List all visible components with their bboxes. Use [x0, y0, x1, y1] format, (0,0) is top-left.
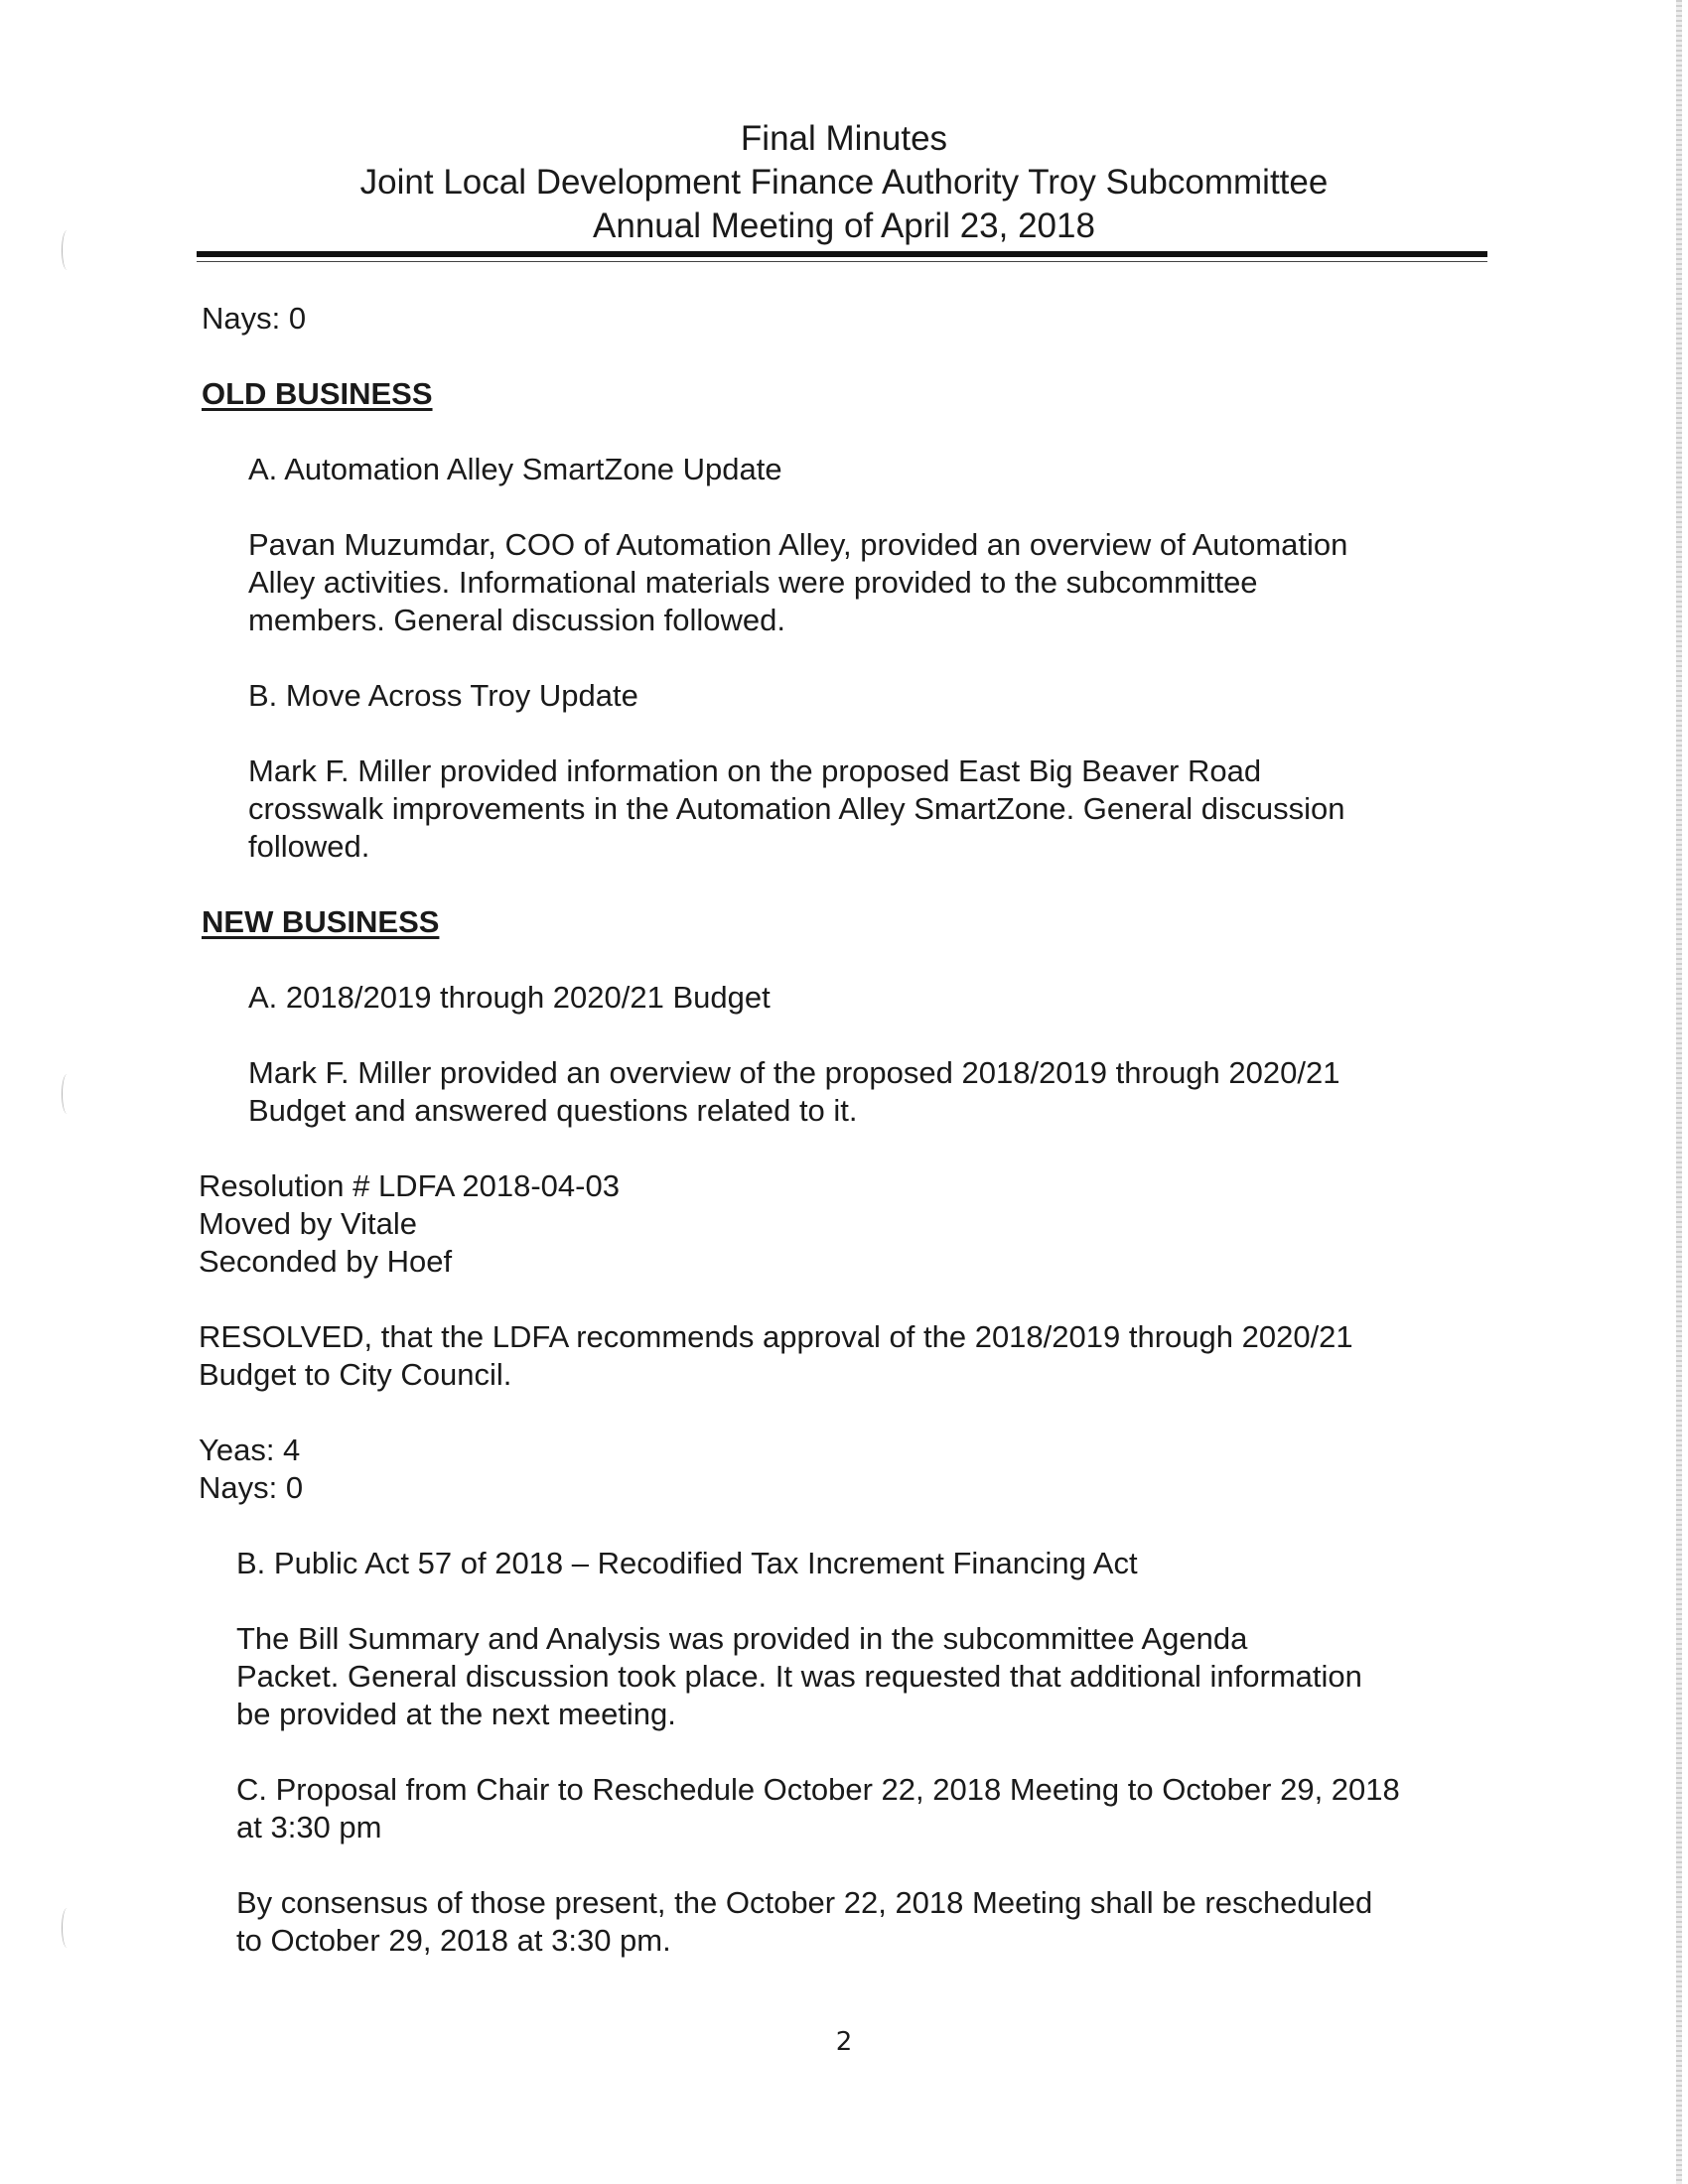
old-item-a-line: Alley activities. Informational materials were provided to the subcommittee [248, 565, 1258, 600]
new-item-c-title: C. Proposal from Chair to Reschedule October 22, 2018 Meeting to October 29, 2018 [236, 1772, 1400, 1807]
old-item-b-line: Mark F. Miller provided information on the proposed East Big Beaver Road [248, 753, 1262, 788]
old-item-b-title: B. Move Across Troy Update [248, 678, 638, 713]
old-item-a-line: Pavan Muzumdar, COO of Automation Alley, provided an overview of Automation [248, 527, 1348, 562]
top-nays: Nays: 0 [202, 301, 307, 336]
page-number: 2 [835, 2027, 853, 2057]
new-item-c-line: By consensus of those present, the October 22, 2018 Meeting shall be rescheduled [236, 1885, 1373, 1920]
document-title: Final Minutes [740, 119, 948, 158]
resolution-text: Budget to City Council. [199, 1357, 512, 1392]
new-item-a-title: A. 2018/2019 through 2020/21 Budget [248, 980, 771, 1015]
meeting-date: Annual Meeting of April 23, 2018 [593, 206, 1095, 245]
new-item-a-line: Mark F. Miller provided an overview of the proposed 2018/2019 through 2020/21 [248, 1055, 1340, 1090]
document-header [0, 117, 1688, 248]
new-item-b-line: The Bill Summary and Analysis was provided in the subcommittee Agenda [236, 1621, 1248, 1656]
old-business-heading: OLD BUSINESS [202, 376, 433, 411]
resolution-seconded: Seconded by Hoef [199, 1244, 453, 1279]
resolution-yeas: Yeas: 4 [199, 1433, 301, 1467]
resolution-text: RESOLVED, that the LDFA recommends approval of the 2018/2019 through 2020/21 [199, 1319, 1353, 1354]
new-item-c-line: to October 29, 2018 at 3:30 pm. [236, 1923, 671, 1958]
new-item-c-title: at 3:30 pm [236, 1810, 382, 1844]
new-item-a-line: Budget and answered questions related to it. [248, 1093, 858, 1128]
new-business-heading: NEW BUSINESS [202, 904, 440, 939]
old-item-a-title: A. Automation Alley SmartZone Update [248, 452, 782, 486]
resolution-moved: Moved by Vitale [199, 1206, 417, 1241]
resolution-nays: Nays: 0 [199, 1470, 304, 1505]
new-item-b-line: Packet. General discussion took place. It was requested that additional information [236, 1659, 1362, 1694]
scan-mark [62, 230, 72, 270]
new-item-b-title: B. Public Act 57 of 2018 – Recodified Tax Increment Financing Act [236, 1546, 1138, 1580]
resolution-number: Resolution # LDFA 2018-04-03 [199, 1168, 620, 1203]
header-rule-thin [197, 261, 1487, 262]
old-item-a-line: members. General discussion followed. [248, 603, 786, 637]
new-item-b-line: be provided at the next meeting. [236, 1697, 676, 1731]
scan-mark [62, 1074, 72, 1114]
old-item-b-line: followed. [248, 829, 370, 864]
header-rule [197, 251, 1487, 257]
old-item-b-line: crosswalk improvements in the Automation Alley SmartZone. General discussion [248, 791, 1345, 826]
document-subtitle: Joint Local Development Finance Authority Troy Subcommittee [359, 163, 1329, 202]
scan-mark [62, 1908, 72, 1948]
scan-edge [1676, 0, 1682, 2184]
